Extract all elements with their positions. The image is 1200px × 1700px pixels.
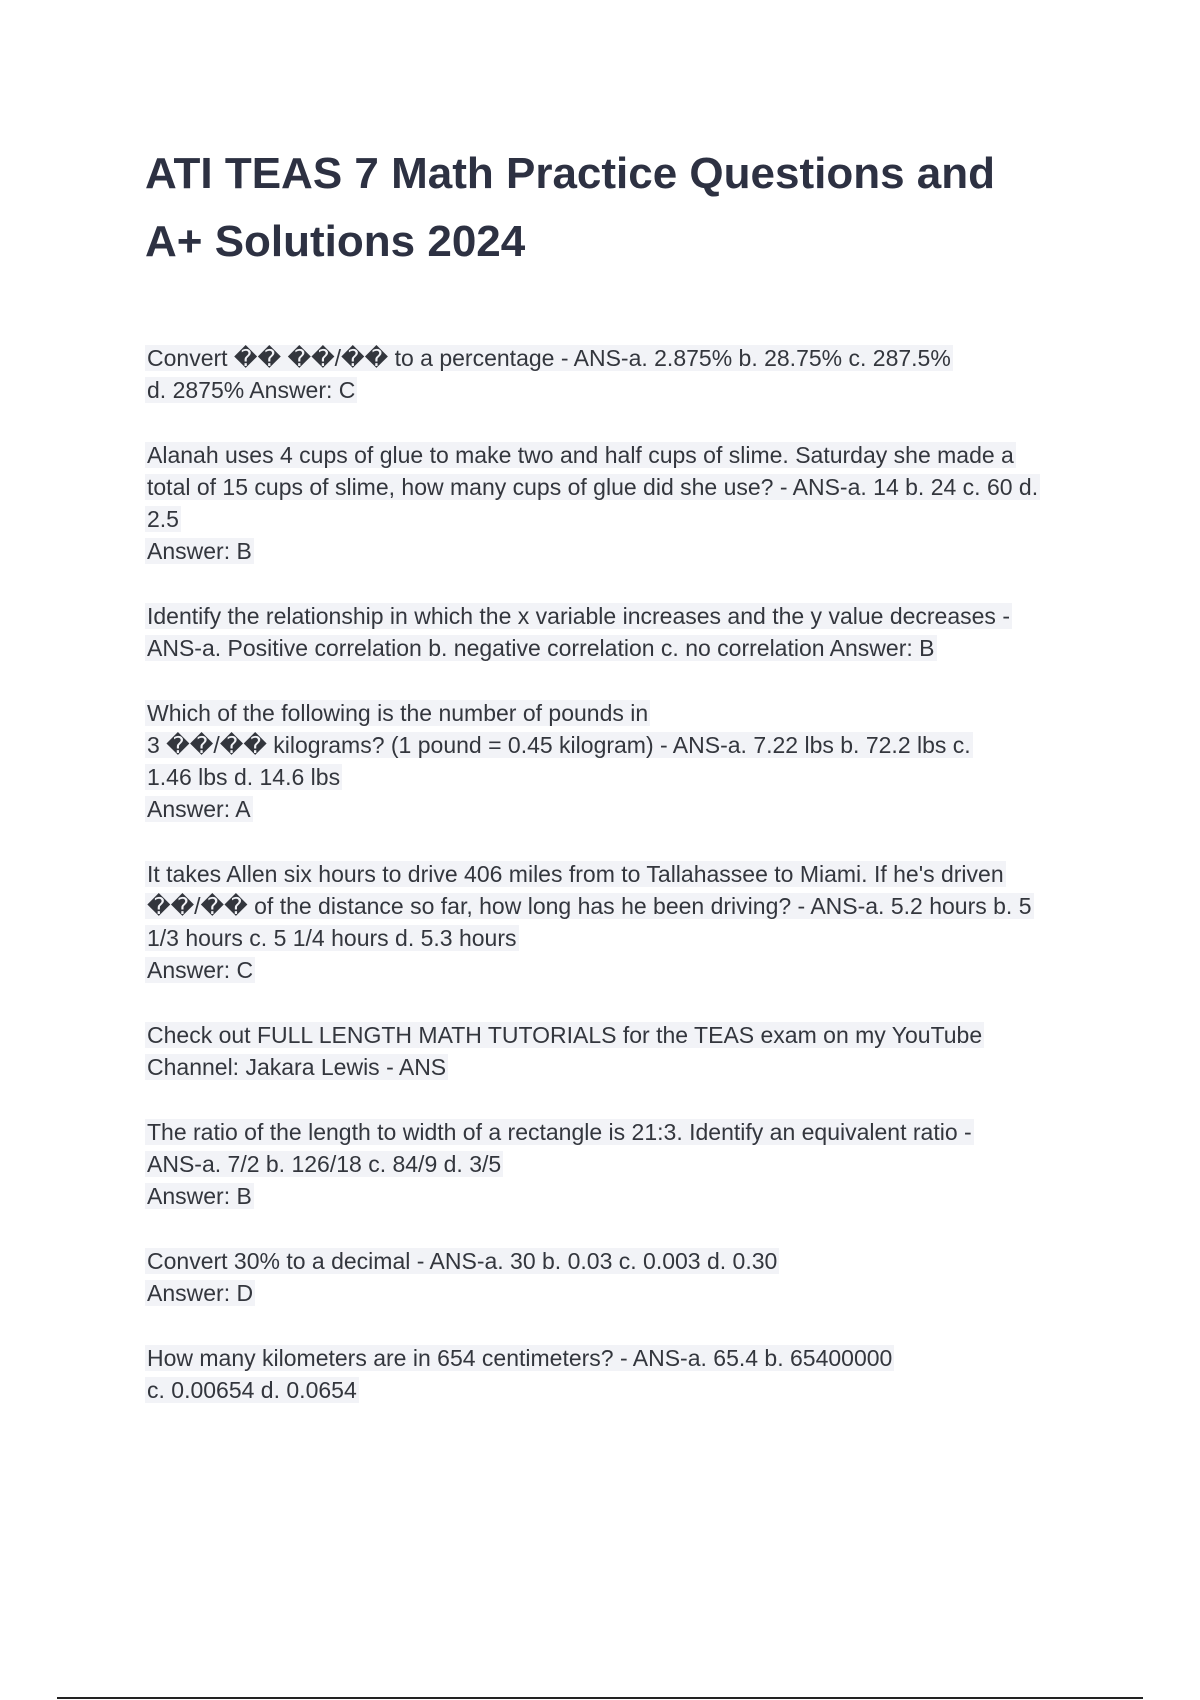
question-line: ANS-a. 7/2 b. 126/18 c. 84/9 d. 3/5 — [147, 1151, 502, 1177]
question-line: 2.5 — [147, 506, 179, 532]
answer-line: Answer: D — [147, 1280, 254, 1306]
promo-line: Check out FULL LENGTH MATH TUTORIALS for the TEAS exam on my YouTube — [147, 1022, 983, 1048]
question-item-2 — [145, 439, 1095, 567]
question-line: Convert 30% to a decimal - ANS-a. 30 b. 0.03 c. 0.003 d. 0.30 — [147, 1248, 778, 1274]
answer-line: Answer: B — [147, 538, 252, 564]
question-line: ��/�� of the distance so far, how long has he been driving? - ANS-a. 5.2 hours b. 5 — [147, 893, 1032, 919]
question-line: Alanah uses 4 cups of glue to make two and half cups of slime. Saturday she made a — [147, 442, 1014, 468]
document-title — [145, 140, 1105, 276]
question-line: Which of the following is the number of pounds in — [147, 700, 649, 726]
question-line: total of 15 cups of slime, how many cups of glue did she use? - ANS-a. 14 b. 24 c. 60 d. — [147, 474, 1039, 500]
question-line: Convert �� ��/�� to a percentage - ANS-a. 2.875% b. 28.75% c. 287.5% — [147, 345, 951, 371]
question-line: ANS-a. Positive correlation b. negative correlation c. no correlation Answer: B — [147, 635, 935, 661]
answer-line: Answer: B — [147, 1183, 252, 1209]
question-line: It takes Allen six hours to drive 406 miles from to Tallahassee to Miami. If he's driven — [147, 861, 1004, 887]
answer-line: Answer: C — [147, 957, 254, 983]
question-line: 1/3 hours c. 5 1/4 hours d. 5.3 hours — [147, 925, 517, 951]
title-line-1: ATI TEAS 7 Math Practice Questions and — [145, 149, 996, 198]
answer-line: Answer: A — [147, 796, 251, 822]
question-list — [145, 342, 1095, 1439]
question-item-1 — [145, 342, 1095, 406]
footer-divider — [57, 1697, 1143, 1699]
question-item-5 — [145, 858, 1095, 986]
question-item-8 — [145, 1245, 1095, 1309]
question-line: 1.46 lbs d. 14.6 lbs — [147, 764, 341, 790]
question-item-7 — [145, 1116, 1095, 1212]
question-line: d. 2875% Answer: C — [147, 377, 356, 403]
question-line: The ratio of the length to width of a rectangle is 21:3. Identify an equivalent ratio - — [147, 1119, 972, 1145]
question-line: How many kilometers are in 654 centimeters? - ANS-a. 65.4 b. 65400000 — [147, 1345, 893, 1371]
question-item-4 — [145, 697, 1095, 825]
promo-item — [145, 1019, 1095, 1083]
title-line-2: A+ Solutions 2024 — [145, 217, 526, 266]
question-line: 3 ��/�� kilograms? (1 pound = 0.45 kilogram) - ANS-a. 7.22 lbs b. 72.2 lbs c. — [147, 732, 971, 758]
question-line: Identify the relationship in which the x variable increases and the y value decreases - — [147, 603, 1010, 629]
question-line: c. 0.00654 d. 0.0654 — [147, 1377, 357, 1403]
question-item-9 — [145, 1342, 1095, 1406]
promo-line: Channel: Jakara Lewis - ANS — [147, 1054, 447, 1080]
question-item-3 — [145, 600, 1095, 664]
